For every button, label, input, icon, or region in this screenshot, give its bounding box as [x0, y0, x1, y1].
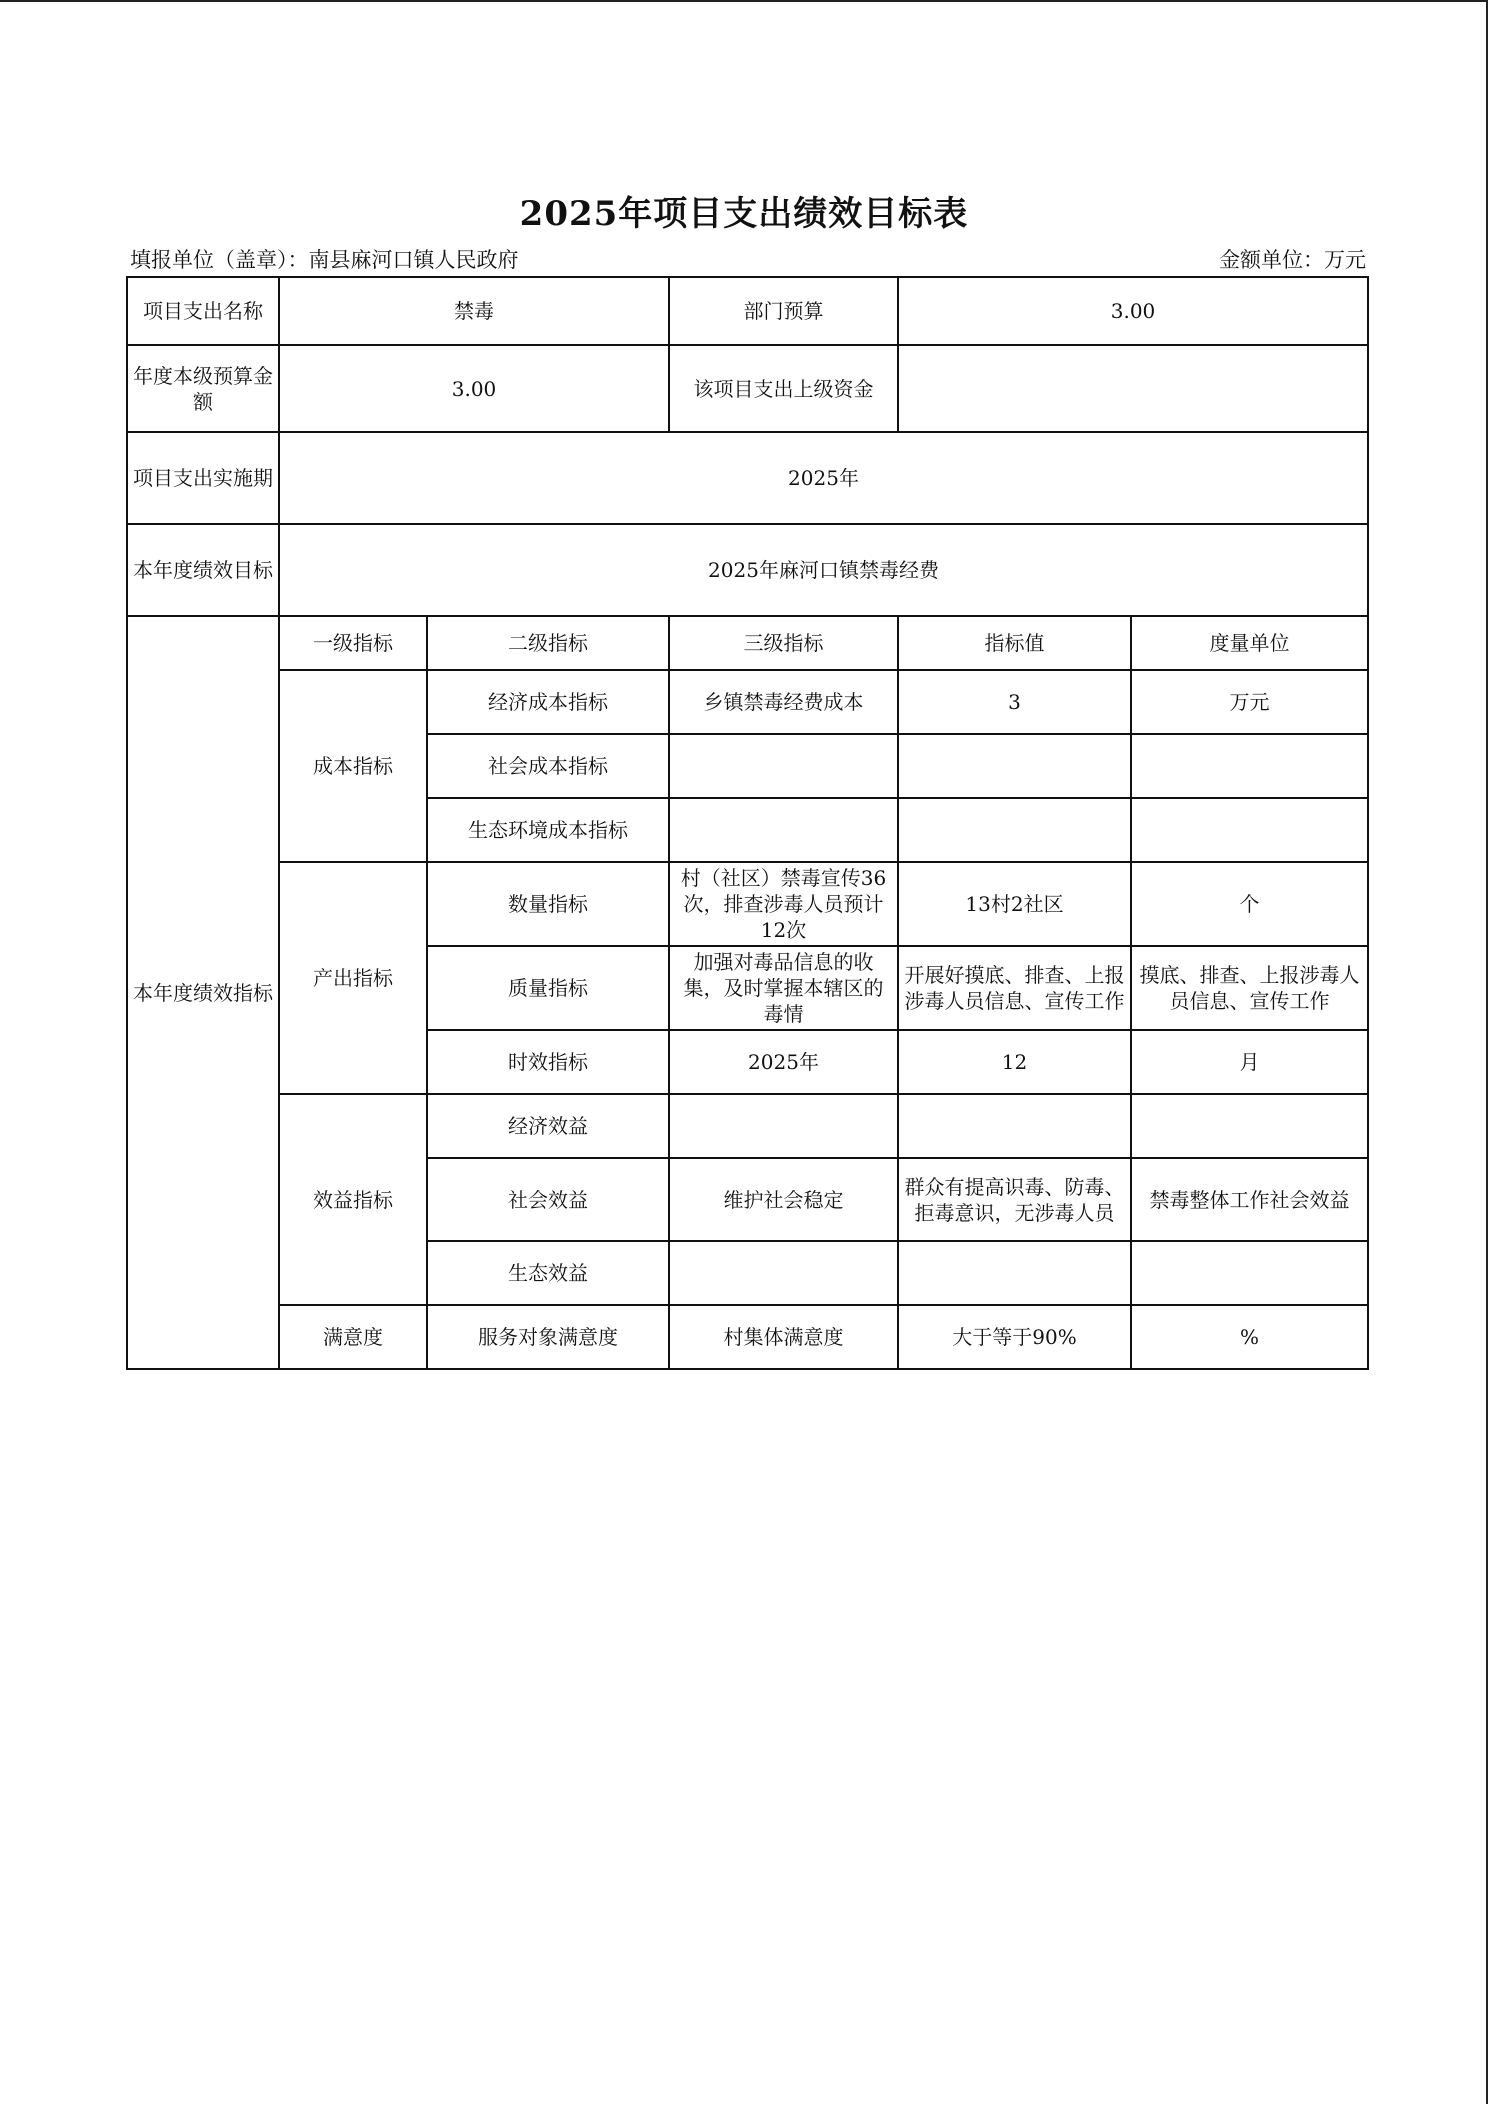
unit-cell: [1131, 734, 1368, 798]
unit-cell: [1131, 798, 1368, 862]
level2-cell: 生态环境成本指标: [427, 798, 669, 862]
value-cell: [898, 734, 1131, 798]
table-row: [127, 862, 1368, 946]
goal-label: 本年度绩效目标: [127, 524, 279, 616]
level2-cell: 社会成本指标: [427, 734, 669, 798]
level3-cell: 2025年: [669, 1030, 898, 1094]
level3-cell: [669, 734, 898, 798]
value-cell: [898, 798, 1131, 862]
goal-value: 2025年麻河口镇禁毒经费: [279, 524, 1368, 616]
unit-cell: 月: [1131, 1030, 1368, 1094]
level3-cell: 村集体满意度: [669, 1305, 898, 1369]
value-cell: [898, 1094, 1131, 1158]
level3-cell: 乡镇禁毒经费成本: [669, 670, 898, 734]
value-cell: 开展好摸底、排查、上报涉毒人员信息、宣传工作: [898, 946, 1131, 1030]
value-cell: 3: [898, 670, 1131, 734]
superior-funds-value: [898, 345, 1368, 432]
reporting-unit: 填报单位（盖章）：南县麻河口镇人民政府: [130, 248, 519, 272]
unit-cell: 禁毒整体工作社会效益: [1131, 1158, 1368, 1241]
level1-cell: 成本指标: [279, 670, 427, 862]
value-cell: 12: [898, 1030, 1131, 1094]
header-value: 指标值: [898, 616, 1131, 670]
header-level2: 二级指标: [427, 616, 669, 670]
indicators-section-label: 本年度绩效指标: [127, 616, 279, 1369]
unit-cell: 摸底、排查、上报涉毒人员信息、宣传工作: [1131, 946, 1368, 1030]
unit-cell: [1131, 1094, 1368, 1158]
level2-cell: 生态效益: [427, 1241, 669, 1305]
header-level1: 一级指标: [279, 616, 427, 670]
dept-budget-label: 部门预算: [669, 277, 898, 345]
level3-cell: [669, 1241, 898, 1305]
level2-cell: 经济效益: [427, 1094, 669, 1158]
level2-cell: 时效指标: [427, 1030, 669, 1094]
level1-cell: 效益指标: [279, 1094, 427, 1305]
annual-budget-value: 3.00: [279, 345, 669, 432]
unit-cell: 万元: [1131, 670, 1368, 734]
period-label: 项目支出实施期: [127, 432, 279, 524]
level3-cell: 加强对毒品信息的收集，及时掌握本辖区的毒情: [669, 946, 898, 1030]
table-row: [127, 524, 1368, 616]
level1-cell: 产出指标: [279, 862, 427, 1094]
level2-cell: 数量指标: [427, 862, 669, 946]
amount-unit: 金额单位：万元: [1219, 248, 1366, 272]
level2-cell: 服务对象满意度: [427, 1305, 669, 1369]
unit-cell: 个: [1131, 862, 1368, 946]
level3-cell: 村（社区）禁毒宣传36次，排查涉毒人员预计12次: [669, 862, 898, 946]
level3-cell: [669, 1094, 898, 1158]
superior-funds-label: 该项目支出上级资金: [669, 345, 898, 432]
dept-budget-value: 3.00: [898, 277, 1368, 345]
table-row: [127, 277, 1368, 345]
value-cell: 13村2社区: [898, 862, 1131, 946]
unit-cell: [1131, 1241, 1368, 1305]
table-row: [127, 1305, 1368, 1369]
level3-cell: 维护社会稳定: [669, 1158, 898, 1241]
annual-budget-label: 年度本级预算金额: [127, 345, 279, 432]
header-level3: 三级指标: [669, 616, 898, 670]
project-name-label: 项目支出名称: [127, 277, 279, 345]
level3-cell: [669, 798, 898, 862]
value-cell: 群众有提高识毒、防毒、拒毒意识，无涉毒人员: [898, 1158, 1131, 1241]
level2-cell: 经济成本指标: [427, 670, 669, 734]
value-cell: [898, 1241, 1131, 1305]
performance-target-table: [126, 276, 1369, 1370]
table-row: [127, 1094, 1368, 1158]
value-cell: 大于等于90%: [898, 1305, 1131, 1369]
table-row: [127, 432, 1368, 524]
page-border-top: [0, 0, 1488, 2]
level2-cell: 质量指标: [427, 946, 669, 1030]
header-unit: 度量单位: [1131, 616, 1368, 670]
table-row: [127, 345, 1368, 432]
level1-cell: 满意度: [279, 1305, 427, 1369]
period-value: 2025年: [279, 432, 1368, 524]
table-row: [127, 616, 1368, 670]
unit-cell: %: [1131, 1305, 1368, 1369]
table-row: [127, 670, 1368, 734]
level2-cell: 社会效益: [427, 1158, 669, 1241]
document-title: 2025年项目支出绩效目标表: [519, 194, 969, 234]
project-name-value: 禁毒: [279, 277, 669, 345]
